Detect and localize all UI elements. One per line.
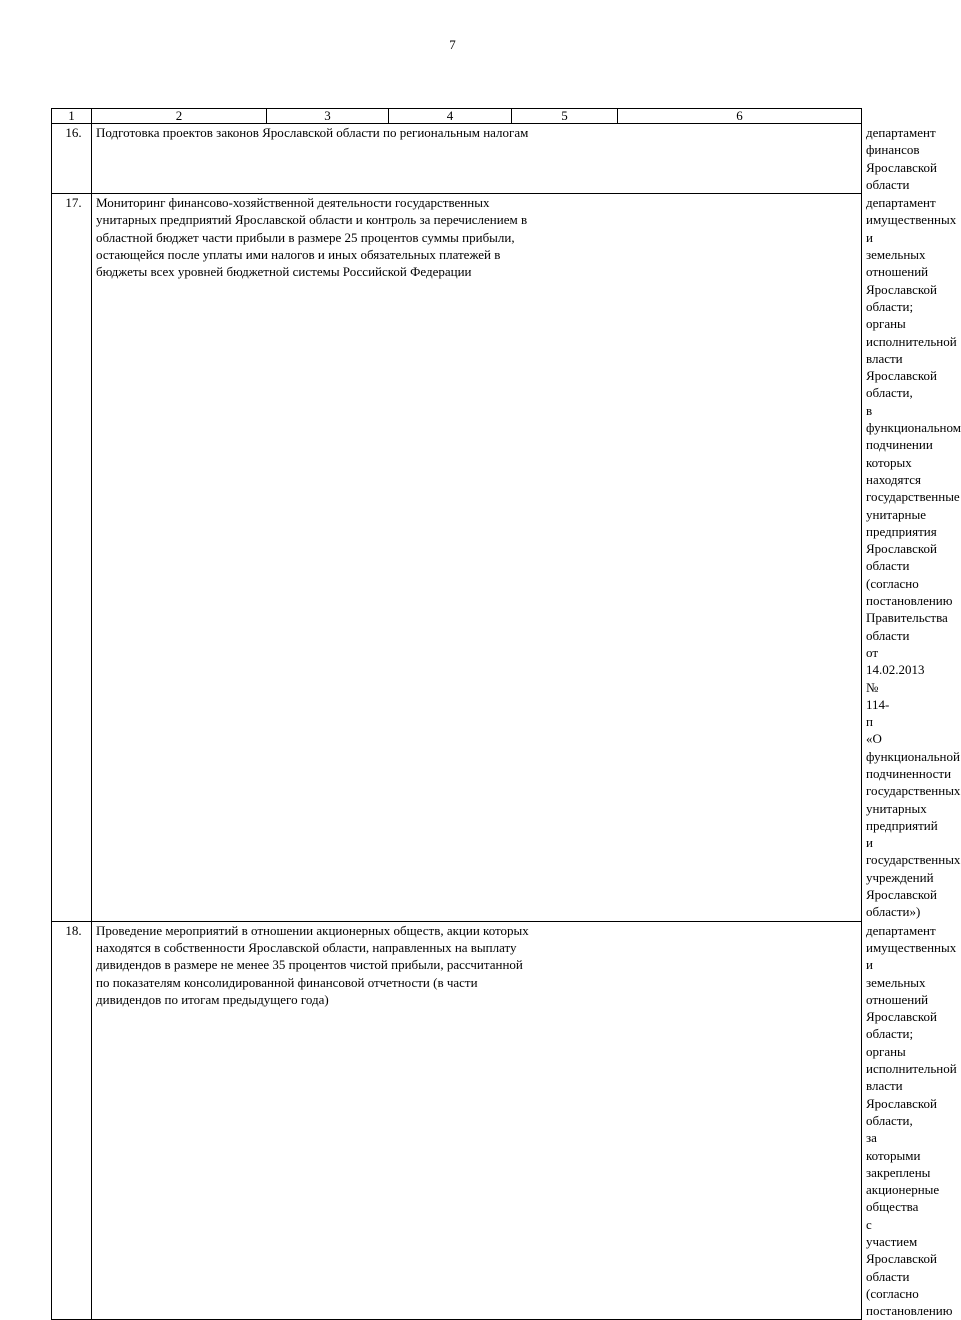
table-row: 16. Подготовка проектов законов Ярославской области по региональным налогам департамент финансов Ярославской области — [52, 124, 862, 194]
measure-text: Проведение мероприятий в отношении акционерных обществ, акции которых находятся в собственности Ярославской области, направленных на выплату дивидендов в размере не менее 35 процентов чистой прибыли, рассчитанной по показателям консолидированной финансовой отчетности (в части дивидендов по итогам предыдущего года) — [92, 921, 862, 1320]
row-number: 16. — [52, 124, 92, 194]
row-number: 18. — [52, 921, 92, 1320]
measure-text: Подготовка проектов законов Ярославской области по региональным налогам — [92, 124, 862, 194]
table-row: 18. Проведение мероприятий в отношении акционерных обществ, акции которых находятся в собственности Ярославской области, направленных на выплату дивидендов в размере не менее 35 процентов чистой прибыли, рассчитанной по показателям консолидированной финансовой отчетности (в части дивидендов по итогам предыдущего года) департамент имущественных и земельных отношений Ярославской области; органы исполнительной власти Ярославской области, за которыми закреплены акционерные общества с участием Ярославской области (согласно постановлению — [52, 921, 862, 1320]
measure-text: Мониторинг финансово-хозяйственной деятельности государственных унитарных предприятий Ярославской области и контроль за перечислением в областной бюджет части прибыли в размере 25 процентов суммы прибыли, остающейся после уплаты ими налогов и иных обязательных платежей в бюджеты всех уровней бюджетной системы Российской Федерации — [92, 194, 862, 921]
column-header: 5 — [512, 109, 618, 124]
table-header-row — [52, 109, 862, 124]
column-header: 3 — [267, 109, 389, 124]
column-header: 4 — [389, 109, 512, 124]
column-header: 1 — [52, 109, 92, 124]
column-header: 6 — [618, 109, 862, 124]
row-number: 17. — [52, 194, 92, 921]
page-number: 7 — [449, 37, 456, 52]
measures-table — [51, 108, 961, 1320]
table-row: 17. Мониторинг финансово-хозяйственной деятельности государственных унитарных предприятий Ярославской области и контроль за перечислением в областной бюджет части прибыли в размере 25 процентов суммы прибыли, остающейся после уплаты ими налогов и иных обязательных платежей в бюджеты всех уровней бюджетной системы Российской Федерации департамент имущественных и земельных отношений Ярославской области; органы исполнительной власти Ярославской области, в функциональном подчинении которых находятся государственные унитарные предприятия Ярославской области (согласно постановлению Правительства области от 14.02.2013 № 114-п «О функциональной подчиненности государственных унитарных предприятий и государственных учреждений Ярославской области») — [52, 194, 862, 921]
column-header: 2 — [92, 109, 267, 124]
